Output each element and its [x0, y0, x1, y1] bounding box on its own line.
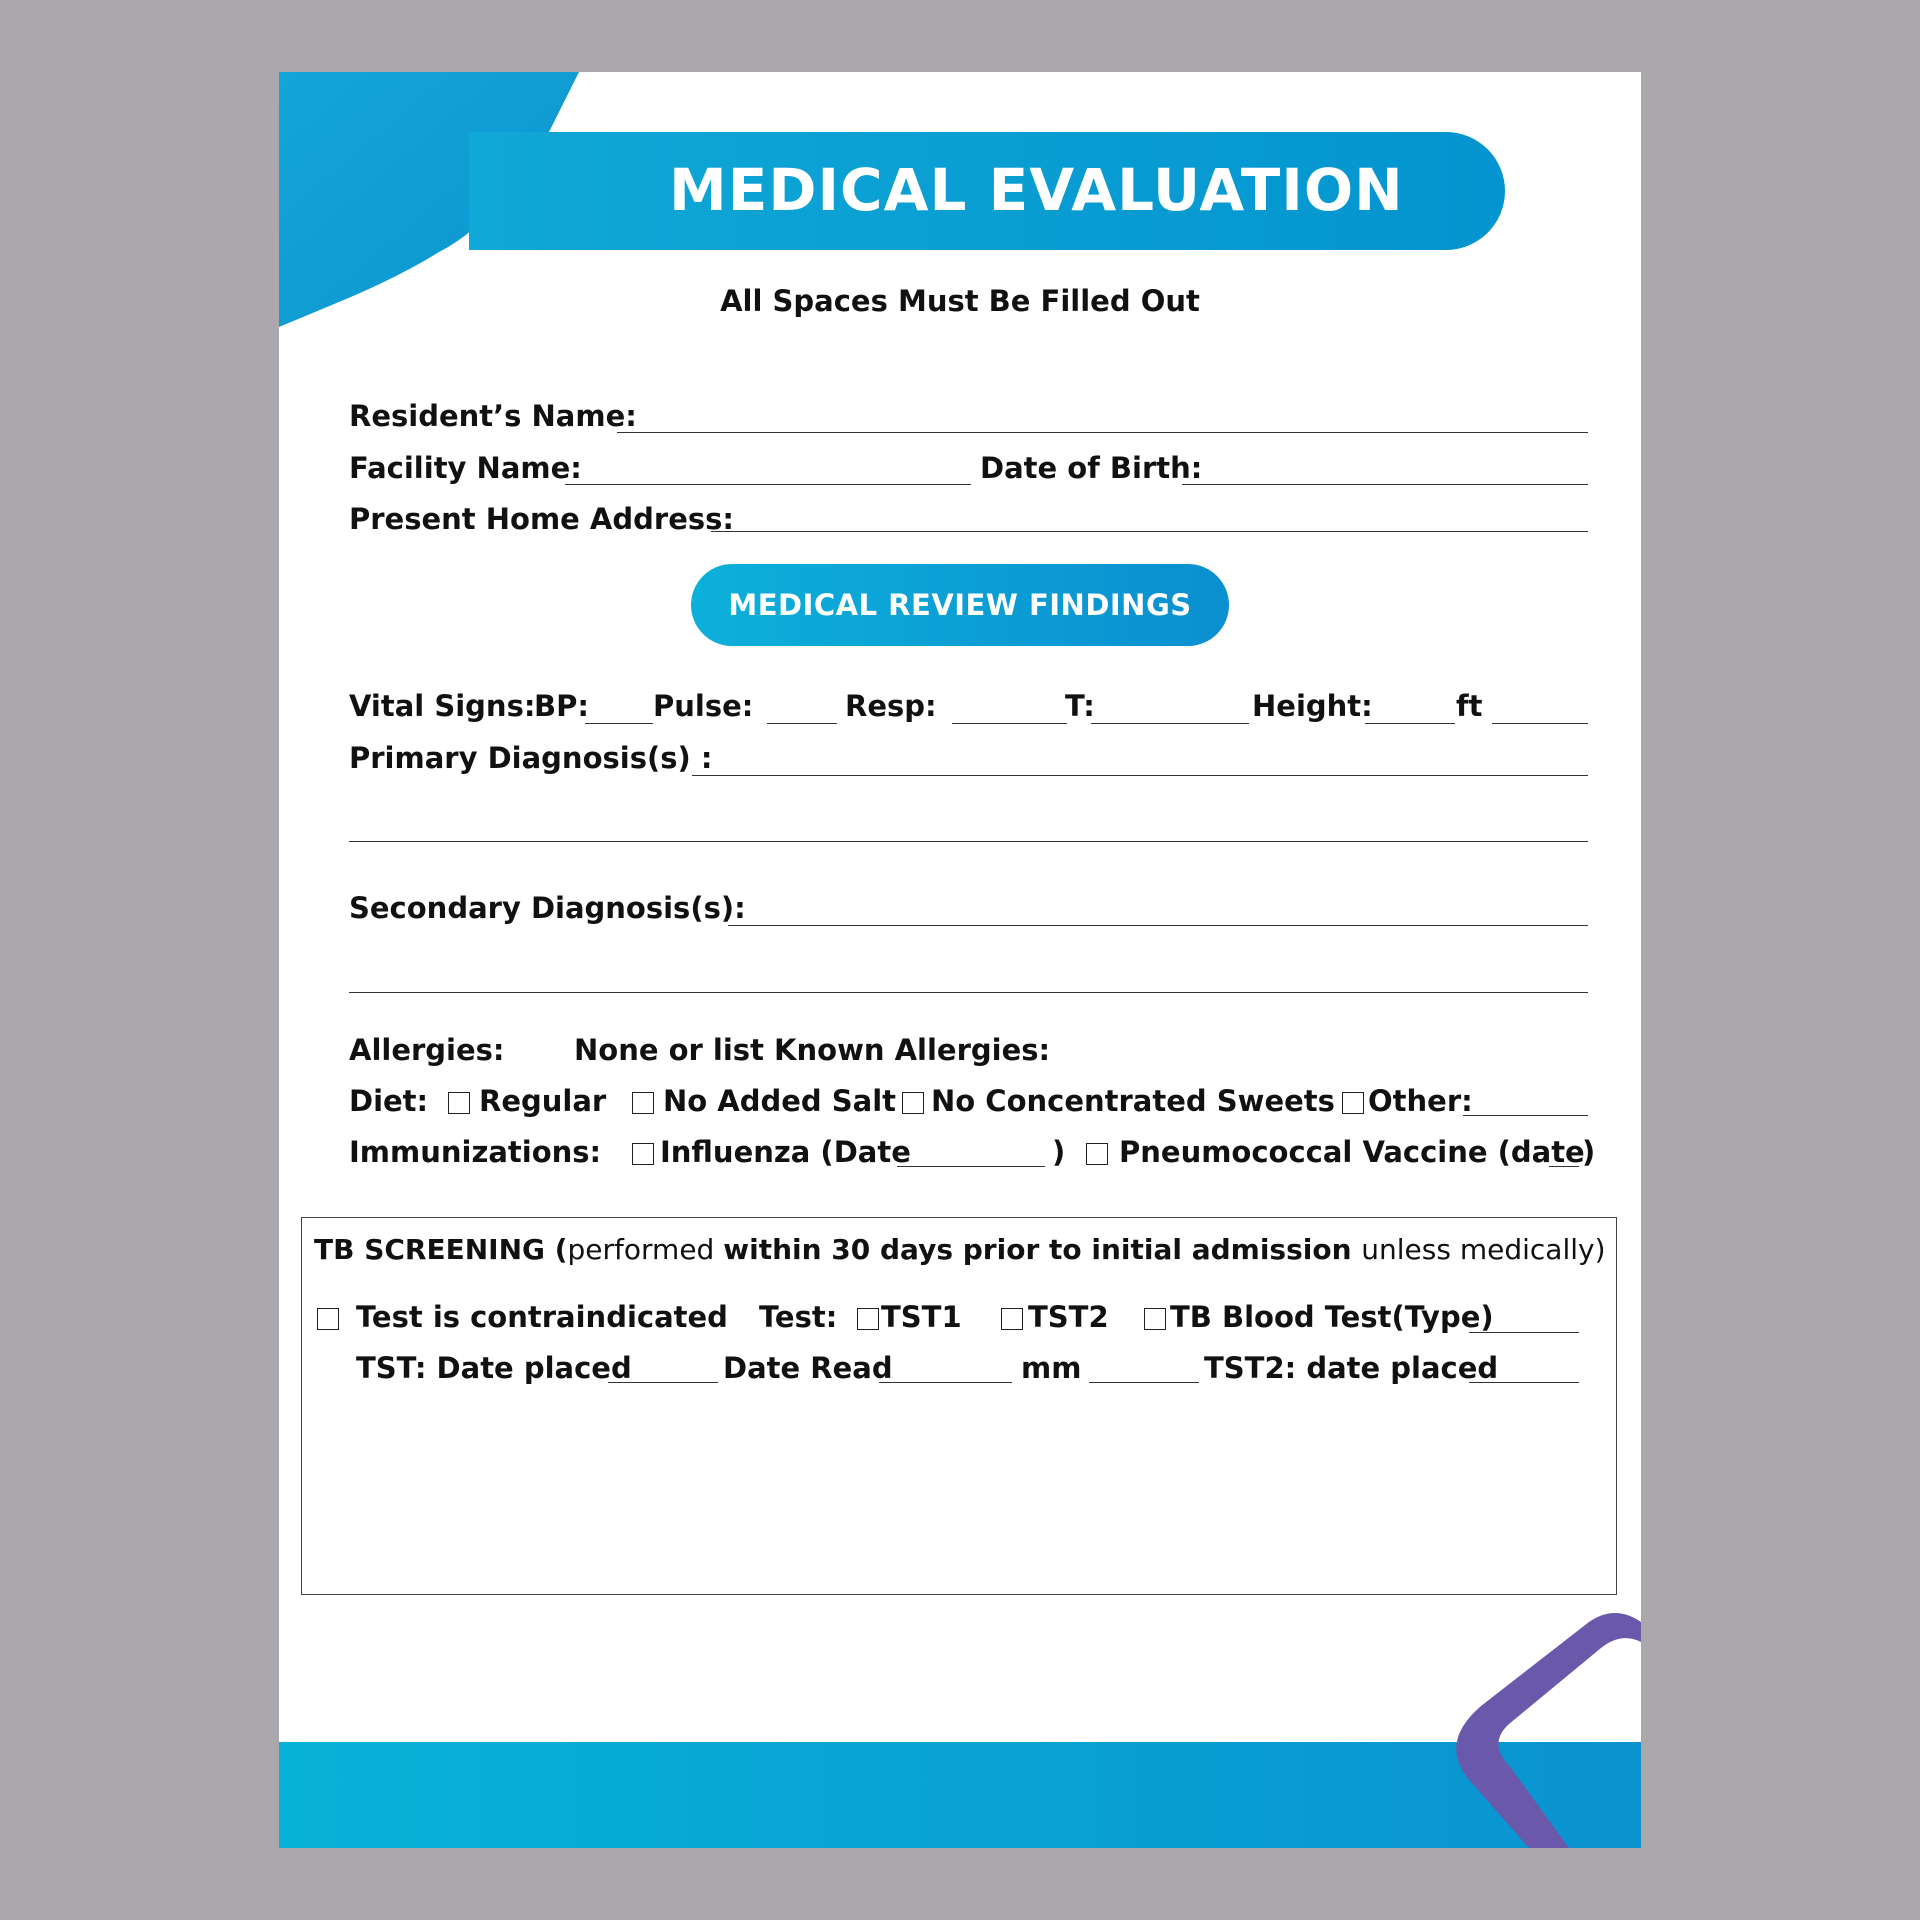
tb-heading-part4: unless medically): [1361, 1233, 1606, 1266]
ft-label: ft: [1456, 689, 1483, 723]
bp-field[interactable]: [585, 723, 653, 724]
bp-label: BP:: [534, 689, 589, 723]
tst-date-placed-label: TST: Date placed: [356, 1351, 632, 1385]
tb-screening-heading: [314, 1232, 1606, 1268]
tb-blood-test-label: TB Blood Test(Type): [1170, 1300, 1494, 1334]
immunizations-label: Immunizations:: [349, 1135, 602, 1169]
home-address-label: Present Home Address:: [349, 502, 734, 536]
temp-field[interactable]: [1091, 723, 1249, 724]
tb-test-label: Test:: [759, 1300, 838, 1334]
diet-no-added-salt-label: No Added Salt: [663, 1084, 897, 1118]
tst-mm-label: mm: [1021, 1351, 1082, 1385]
allergies-label: Allergies:: [349, 1033, 505, 1067]
primary-diagnosis-label: Primary Diagnosis(s) :: [349, 741, 713, 775]
tb-blood-test-type-field[interactable]: [1469, 1332, 1579, 1333]
diet-label: Diet:: [349, 1084, 429, 1118]
date-of-birth-field[interactable]: [1182, 484, 1588, 485]
height-ft-field[interactable]: [1365, 723, 1455, 724]
tst-date-read-field[interactable]: [879, 1382, 1012, 1383]
tst2-date-placed-label: TST2: date placed: [1204, 1351, 1499, 1385]
tb-heading-part2: performed: [567, 1233, 724, 1266]
residents-name-field[interactable]: [617, 432, 1588, 433]
tb-contraindicated-label: Test is contraindicated: [356, 1300, 728, 1334]
diet-no-added-salt-checkbox[interactable]: [632, 1092, 654, 1114]
corner-chevron-decoration: [1399, 1612, 1641, 1848]
resp-label: Resp:: [845, 689, 937, 723]
tb-blood-test-checkbox[interactable]: [1144, 1308, 1166, 1330]
diet-no-sweets-label: No Concentrated Sweets: [931, 1084, 1335, 1118]
pulse-field[interactable]: [767, 723, 837, 724]
allergies-note: None or list Known Allergies:: [574, 1033, 1051, 1067]
section-title-medical-review: MEDICAL REVIEW FINDINGS: [691, 564, 1229, 646]
secondary-diagnosis-label: Secondary Diagnosis(s):: [349, 891, 746, 925]
tst2-label: TST2: [1028, 1300, 1109, 1334]
facility-name-field[interactable]: [565, 484, 971, 485]
tst-mm-field[interactable]: [1089, 1382, 1199, 1383]
tst2-date-placed-field[interactable]: [1469, 1382, 1579, 1383]
tb-heading-part3: within 30 days prior to initial admission: [723, 1233, 1362, 1266]
influenza-close-paren: ): [1052, 1135, 1066, 1169]
pulse-label: Pulse:: [653, 689, 754, 723]
tst1-label: TST1: [881, 1300, 962, 1334]
diet-other-checkbox[interactable]: [1342, 1092, 1364, 1114]
pneumococcal-date-field[interactable]: [1549, 1166, 1579, 1167]
pneumococcal-checkbox[interactable]: [1086, 1143, 1108, 1165]
influenza-checkbox[interactable]: [632, 1143, 654, 1165]
temp-label: T:: [1065, 689, 1095, 723]
tb-screening-box: [301, 1217, 1617, 1595]
primary-diagnosis-field[interactable]: [692, 775, 1588, 776]
form-subtitle: All Spaces Must Be Filled Out: [720, 284, 1200, 318]
diet-regular-checkbox[interactable]: [448, 1092, 470, 1114]
height-in-field[interactable]: [1492, 723, 1588, 724]
diet-other-label: Other:: [1368, 1084, 1473, 1118]
pneumococcal-label: Pneumococcal Vaccine (date: [1119, 1135, 1585, 1169]
diet-regular-label: Regular: [479, 1084, 607, 1118]
diet-other-field[interactable]: [1463, 1115, 1588, 1116]
primary-diagnosis-field-line2[interactable]: [349, 841, 1588, 842]
influenza-label: Influenza (Date: [660, 1135, 911, 1169]
height-label: Height:: [1252, 689, 1373, 723]
tb-contraindicated-checkbox[interactable]: [317, 1308, 339, 1330]
date-of-birth-label: Date of Birth:: [980, 451, 1203, 485]
tb-heading-part1: TB SCREENING (: [314, 1233, 568, 1266]
tst1-checkbox[interactable]: [857, 1308, 879, 1330]
secondary-diagnosis-field-line2[interactable]: [349, 992, 1588, 993]
form-title: MEDICAL EVALUATION: [669, 156, 1404, 224]
diet-no-sweets-checkbox[interactable]: [902, 1092, 924, 1114]
vital-signs-label: Vital Signs:: [349, 689, 536, 723]
pneumococcal-close-paren: ): [1582, 1135, 1596, 1169]
facility-name-label: Facility Name:: [349, 451, 582, 485]
resp-field[interactable]: [952, 723, 1067, 724]
tst2-checkbox[interactable]: [1001, 1308, 1023, 1330]
secondary-diagnosis-field[interactable]: [728, 925, 1588, 926]
tst-date-read-label: Date Read: [723, 1351, 893, 1385]
influenza-date-field[interactable]: [897, 1166, 1045, 1167]
residents-name-label: Resident’s Name:: [349, 399, 637, 433]
home-address-field[interactable]: [711, 531, 1588, 532]
tst-date-placed-field[interactable]: [608, 1382, 718, 1383]
form-page: [279, 72, 1641, 1848]
